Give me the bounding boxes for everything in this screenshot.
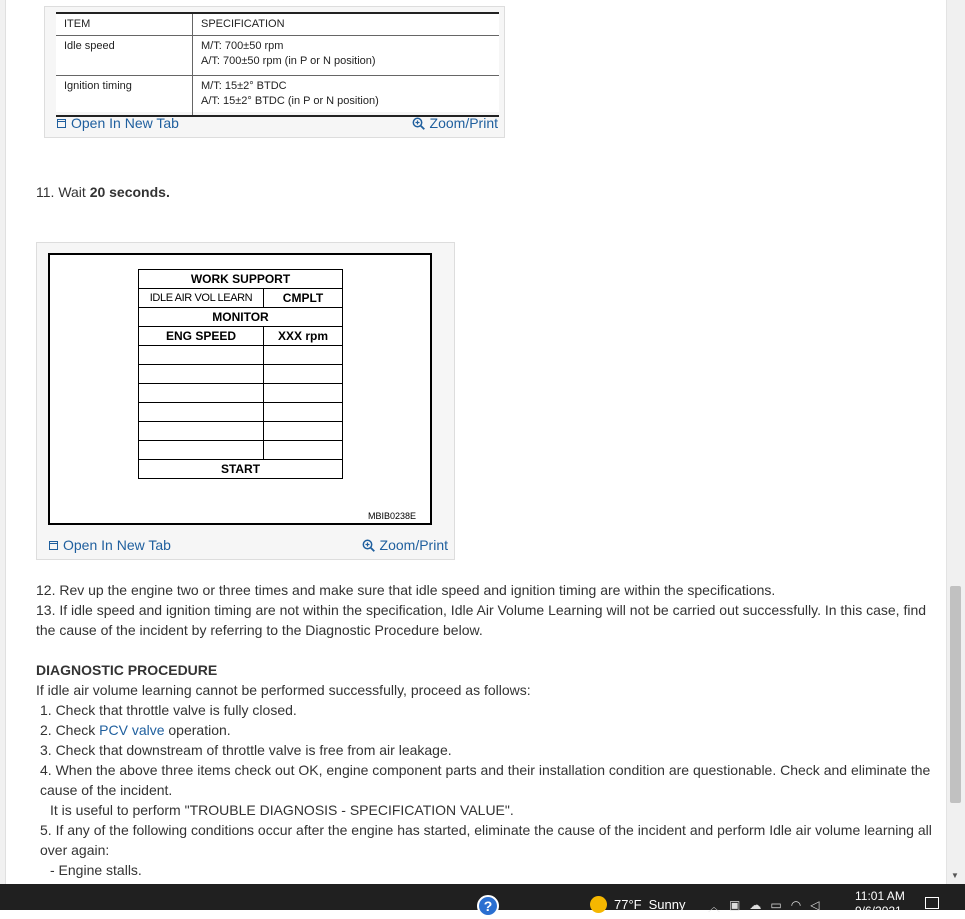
list-item: 5. If any of the following conditions occur after the engine has started, eliminate the cause of the incident and perform Idle air volume learning all over again: [40, 822, 932, 858]
spec-value [193, 36, 500, 76]
system-tray [708, 898, 819, 915]
zoom-print-link[interactable] [412, 115, 498, 131]
left-window-edge [0, 0, 6, 884]
list-item-text: 2. Check [40, 722, 100, 738]
step-11-duration: 20 seconds. [89, 184, 170, 200]
table-row [139, 365, 343, 384]
clock-time: 11:01 AM [855, 889, 905, 903]
table-row [139, 384, 343, 403]
open-in-new-tab-link[interactable] [57, 115, 179, 131]
weather-widget[interactable] [590, 896, 685, 913]
list-item [36, 720, 936, 740]
cloud-icon[interactable]: ☁ [749, 898, 762, 912]
list-item-text: operation. [164, 722, 231, 738]
chevron-up-icon[interactable]: ︿ [708, 900, 721, 914]
table-row [56, 76, 499, 117]
zoom-icon [412, 117, 425, 130]
steps-12-13 [36, 580, 936, 640]
spec-table-image [56, 12, 499, 112]
spec-item: Ignition timing [56, 76, 193, 117]
step-11-text: 11. Wait [36, 184, 90, 200]
list-item: 4. When the above three items check out OK, engine component parts and their installation condition are questionable. Check and eliminate the cause of the incident. [40, 762, 931, 798]
step-11 [36, 184, 170, 200]
vertical-scrollbar[interactable] [946, 0, 965, 884]
list-item: 3. Check that downstream of throttle valve is free from air leakage. [40, 742, 452, 758]
zoom-icon [362, 539, 375, 552]
weather-temp: 77°F [614, 897, 642, 912]
table-row [139, 403, 343, 422]
battery-icon[interactable]: ▭ [770, 898, 782, 912]
spec-value [193, 76, 500, 117]
zoom-print-label: Zoom/Print [429, 115, 498, 131]
wifi-icon[interactable]: ◠ [790, 898, 802, 912]
ws-title: WORK SUPPORT [139, 270, 343, 289]
spec-value-line: A/T: 700±50 rpm (in P or N position) [201, 55, 376, 67]
meet-icon[interactable]: ▣ [729, 898, 741, 912]
ws-monitor-value: XXX rpm [264, 327, 343, 346]
taskbar-clock[interactable] [855, 889, 905, 919]
spec-value-line: A/T: 15±2° BTDC (in P or N position) [201, 95, 379, 107]
ws-monitor: MONITOR [139, 308, 343, 327]
ws-start: START [139, 460, 343, 479]
spec-header-specification: SPECIFICATION [193, 13, 500, 36]
spec-item: Idle speed [56, 36, 193, 76]
notification-icon[interactable] [925, 897, 939, 909]
spec-value-line: M/T: 15±2° BTDC [201, 80, 287, 92]
open-new-tab-icon [57, 119, 66, 128]
table-row [56, 36, 499, 76]
sun-icon [590, 896, 607, 913]
weather-desc: Sunny [648, 897, 686, 912]
figure-caption: MBIB0238E [367, 511, 416, 521]
table-row [139, 422, 343, 441]
list-item: 1. Check that throttle valve is fully closed. [40, 702, 297, 718]
pcv-valve-link[interactable]: PCV valve [99, 722, 165, 738]
list-item-sub: - Engine stalls. [50, 862, 142, 878]
open-in-new-tab-link[interactable] [49, 537, 171, 553]
table-row [139, 441, 343, 460]
work-support-screen [138, 269, 343, 479]
step-13: 13. If idle speed and ignition timing are not within the specification, Idle Air Volume Learning will not be carried out successfully. In this case, find the cause of the incident by referring to the Diagnostic Procedure below. [36, 602, 927, 638]
ws-monitor-label: ENG SPEED [139, 327, 264, 346]
table-row [139, 346, 343, 365]
open-new-tab-icon [49, 541, 58, 550]
volume-icon[interactable]: ◁ [810, 898, 820, 912]
scroll-down-arrow-icon[interactable]: ▼ [951, 871, 959, 880]
list-item-note: It is useful to perform "TROUBLE DIAGNOSIS - SPECIFICATION VALUE". [50, 802, 514, 818]
diagnostic-procedure [36, 660, 936, 880]
figure-toolbar [45, 111, 504, 137]
zoom-print-label: Zoom/Print [379, 537, 448, 553]
windows-taskbar [0, 884, 965, 918]
spec-value-line: M/T: 700±50 rpm [201, 40, 284, 52]
spec-header-item: ITEM [56, 13, 193, 36]
spec-table-figure [44, 6, 505, 138]
step-12: 12. Rev up the engine two or three times and make sure that idle speed and ignition timing are within the specifications. [36, 582, 776, 598]
diagnostic-heading: DIAGNOSTIC PROCEDURE [36, 662, 218, 678]
work-support-figure [36, 242, 455, 560]
open-in-new-tab-label: Open In New Tab [63, 537, 171, 553]
help-icon[interactable]: ? [477, 895, 499, 917]
spec-table [56, 12, 499, 117]
ws-item-value: CMPLT [264, 289, 343, 308]
open-in-new-tab-label: Open In New Tab [71, 115, 179, 131]
work-support-image [48, 253, 432, 525]
clock-date: 9/6/2021 [855, 904, 902, 918]
figure-toolbar [37, 533, 454, 559]
zoom-print-link[interactable] [362, 537, 448, 553]
ws-item-label: IDLE AIR VOL LEARN [139, 289, 264, 308]
scrollbar-thumb[interactable] [950, 586, 961, 803]
diagnostic-intro: If idle air volume learning cannot be performed successfully, proceed as follows: [36, 682, 531, 698]
